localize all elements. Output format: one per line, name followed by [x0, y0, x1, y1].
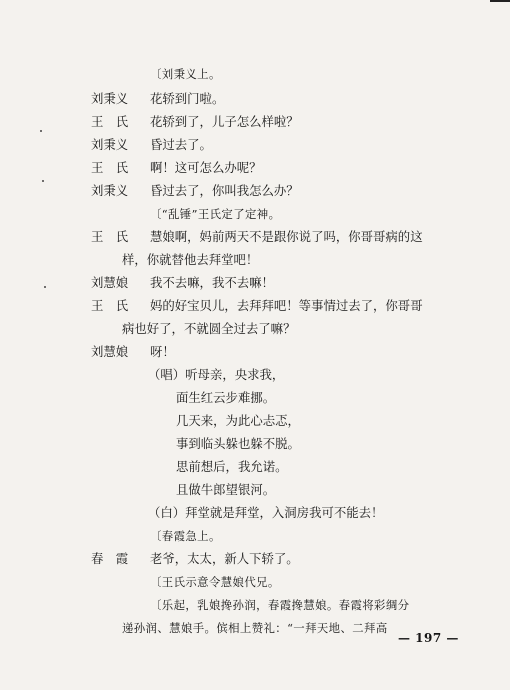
spoken-text: （白）拜堂就是拜堂，入洞房我可不能去！ — [148, 505, 384, 520]
stage-text: 〔乐起，乳娘搀孙润，春霞搀慧娘。春霞将彩绸分 — [150, 598, 410, 612]
stage-text: 递孙润、慧娘手。傧相上赞礼：“一拜天地、二拜高 — [122, 621, 388, 635]
stage-text: 〔春霞急上。 — [150, 529, 221, 543]
speaker-name: 刘秉义 — [91, 183, 129, 198]
speaker-name: 王 氏 — [91, 298, 129, 313]
stage-direction — [150, 206, 280, 222]
speaker-name: 王 氏 — [91, 114, 129, 129]
stage-text: 〔刘秉义上。 — [150, 67, 221, 81]
stage-direction — [150, 66, 221, 82]
top-edge-rule — [490, 0, 510, 2]
speaker-name: 刘慧娘 — [91, 275, 129, 290]
speaker-name: 刘慧娘 — [91, 344, 129, 359]
page-number: — 197 — — [398, 631, 459, 645]
dialogue-text: 花轿到了，儿子怎么样啦？ — [150, 114, 299, 129]
dialogue-continuation: 样，你就替他去拜堂吧！ — [122, 252, 259, 267]
dialogue-text: 昏过去了。 — [150, 137, 212, 152]
stage-direction — [150, 574, 280, 590]
stage-direction — [150, 528, 221, 544]
verse-text: 事到临头躲也躲不脱。 — [176, 436, 300, 451]
verse-text: 面生红云步难挪。 — [176, 390, 276, 405]
speaker-name: 刘秉义 — [91, 91, 129, 106]
speaker-name: 王 氏 — [91, 229, 129, 244]
stage-direction — [150, 597, 409, 613]
dialogue-text: 慧娘啊，妈前两天不是跟你说了吗，你哥哥病的这 — [150, 229, 423, 244]
verse-text: 几天来，为此心忐忑， — [176, 413, 300, 428]
stage-text: 〔王氏示意令慧娘代兄。 — [150, 575, 280, 589]
dialogue-text: 昏过去了，你叫我怎么办？ — [150, 183, 299, 198]
print-speck — [40, 130, 42, 132]
dialogue-text: 啊！这可怎么办呢？ — [150, 160, 262, 175]
speaker-name: 春 霞 — [91, 551, 129, 566]
dialogue-text: 呀！ — [150, 344, 175, 359]
dialogue-text: 我不去嘛，我不去嘛！ — [150, 275, 274, 290]
sung-text: （唱）听母亲，央求我， — [148, 367, 285, 382]
print-speck — [44, 286, 46, 288]
verse-text: 且做牛郎望银河。 — [176, 482, 276, 497]
print-speck — [42, 180, 44, 182]
speaker-name: 刘秉义 — [91, 137, 129, 152]
stage-text: 〔“乱锤”王氏定了定神。 — [150, 207, 281, 221]
dialogue-text: 花轿到门啦。 — [150, 91, 225, 106]
dialogue-continuation: 病也好了，不就圆全过去了嘛？ — [122, 321, 296, 336]
dialogue-text: 老爷，太太，新人下轿了。 — [150, 551, 299, 566]
speaker-name: 王 氏 — [91, 160, 129, 175]
verse-text: 思前想后，我允诺。 — [176, 459, 288, 474]
dialogue-text: 妈的好宝贝儿，去拜拜吧！等事情过去了，你哥哥 — [150, 298, 423, 313]
